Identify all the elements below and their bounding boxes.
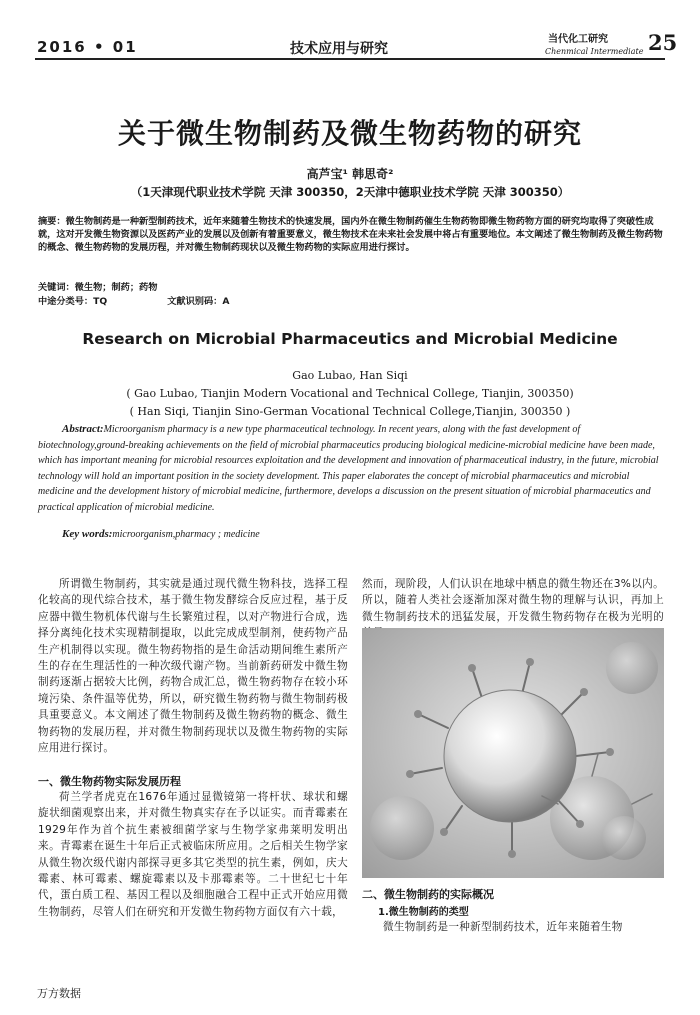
section-2-heading: 二、微生物制药的实际概况 [362, 888, 494, 901]
header-rule [35, 58, 665, 60]
journal-name-cn: 当代化工研究 [548, 34, 608, 45]
subsection-1-heading: 1.微生物制药的类型 [378, 907, 469, 918]
doc-code-value: A [222, 296, 230, 307]
abstract-cn-label: 摘要： [38, 216, 66, 227]
keywords-cn [38, 279, 157, 293]
affiliations-cn: （1天津现代职业技术学院 天津 300350，2天津中德职业技术学院 天津 300350） [130, 185, 570, 199]
abstract-en [38, 422, 664, 515]
article-title-cn: 关于微生物制药及微生物药物的研究 [117, 117, 582, 150]
affiliation-en-1: ( Gao Lubao, Tianjin Modern Vocational and Technical College, Tianjin, 300350) [126, 387, 574, 400]
section-title: 技术应用与研究 [290, 41, 388, 57]
abstract-cn [38, 215, 664, 254]
section-1-heading: 一、微生物药物实际发展历程 [38, 775, 181, 788]
abstract-cn-text: 微生物制药是一种新型制药技术，近年来随着生物技术的快速发展，国内外在微生物制药催生生物药物即微生物药物方面的研究均取得了突破性成就，这对开发微生物资源以及医药产业的发展以及创新有着重要意义，微生物技术在未来社会发展中将占有重要地位。本文阐述了微生物制药及微生物药物的概念、微生物药物的发展历程，并对微生物制药现状以及微生物药物的实际应用进行探讨。 [38, 216, 663, 253]
footer-watermark: 万方数据 [37, 987, 81, 1000]
authors-cn: 高芦宝¹ 韩思奇² [306, 167, 394, 181]
abstract-en-text: Microorganism pharmacy is a new type pharmaceutical technology. In recent years, along with the fast development of biotechnology,ground-breaking achievements on the field of microbial pharmaceutics producing biological medicine-microbial medicine have been made, which has important meaning for microbial resources exploitation and the development and innovation of pharmaceutical industry, in the future, microbial technology will hold an important position in the society development. This paper elaborates the concept of microbial pharmaceutics and microbial medicine and the development history of microbial medicine, furthermore, develops a discussion on the present situation of microbial pharmaceutics and practical application of microbial medicine. [38, 424, 659, 513]
keywords-cn-label: 关键词： [38, 282, 75, 293]
page-number: 25 [648, 30, 678, 55]
class-label: 中途分类号： [38, 296, 94, 307]
abstract-en-label: Abstract: [62, 423, 104, 435]
microbe-illustration [362, 628, 664, 878]
class-value: TQ [93, 296, 108, 307]
body-paragraph-intro: 所谓微生物制药，其实就是通过现代微生物科技，选择工程化较高的现代综合技术，基于微生物发酵综合反应过程，基于反应器中微生物机体代谢与生长繁殖过程，以对产物进行合成，选择分离纯化技术实现精制提取，以此完成成型制剂，使药物产品生产机制得以实现。微生物药物指的是生命活动期间维生素所产生的存在生理活性的一种次级代谢产物。当前新药研发中微生物制药逐渐占据较大比例，药物合成汇总，微生物药物存在较小环境污染、条件温等优势，所以，研究微生物药物与微生物制药极具重要意义。本文阐述了微生物制药及微生物药物的概念、微生物药物的发展历程，并对微生物制药现状以及微生物药物的实际应用进行探讨。 [38, 578, 348, 755]
classification-cn [38, 293, 229, 307]
keywords-en [62, 528, 260, 540]
keywords-en-label: Key words: [62, 528, 113, 540]
keywords-en-text: microorganism,pharmacy ; medicine [112, 529, 260, 540]
journal-name-en: Chenmical Intermediate [545, 47, 644, 56]
doc-code-label: 文献识别码： [167, 296, 223, 307]
affiliation-en-2: ( Han Siqi, Tianjin Sino-German Vocational Technical College,Tianjin, 300350 ) [129, 405, 571, 418]
article-title-en: Research on Microbial Pharmaceutics and Microbial Medicine [82, 330, 618, 348]
body-paragraph-history: 荷兰学者虎克在1676年通过显微镜第一将杆状、球状和螺旋状细菌观察出来，并对微生物真实存在予以证实。而青霉素在1929年作为首个抗生素被细菌学家与生物学家弗莱明发明出来。青霉素在诞生十年后正式被临床所应用。之后相关生物学家从微生物次级代谢内部探寻更多其它类型的抗生素，例如，庆大霉素、林可霉素、螺旋霉素以及卡那霉素等。二十世纪七十年代，蛋白质工程、基因工程以及细胞融合工程中正式开始应用微生物制药，尽管人们在研究和开发微生物药物方面仅有六十载， [38, 791, 348, 918]
authors-en: Gao Lubao, Han Siqi [292, 369, 408, 382]
body-paragraph-types: 微生物制药是一种新型制药技术，近年来随着生物 [383, 921, 623, 933]
keywords-cn-text: 微生物；制药；药物 [74, 282, 158, 293]
issue-number: 2016 • 01 [37, 38, 138, 56]
body-paragraph-outlook: 然而，现阶段，人们认识在地球中栖息的微生物还在3%以内。所以，随着人类社会逐渐加深对微生物的理解与认识，再加上微生物制药技术的迅猛发展，开发微生物药物存在极为光明的 [362, 578, 664, 623]
